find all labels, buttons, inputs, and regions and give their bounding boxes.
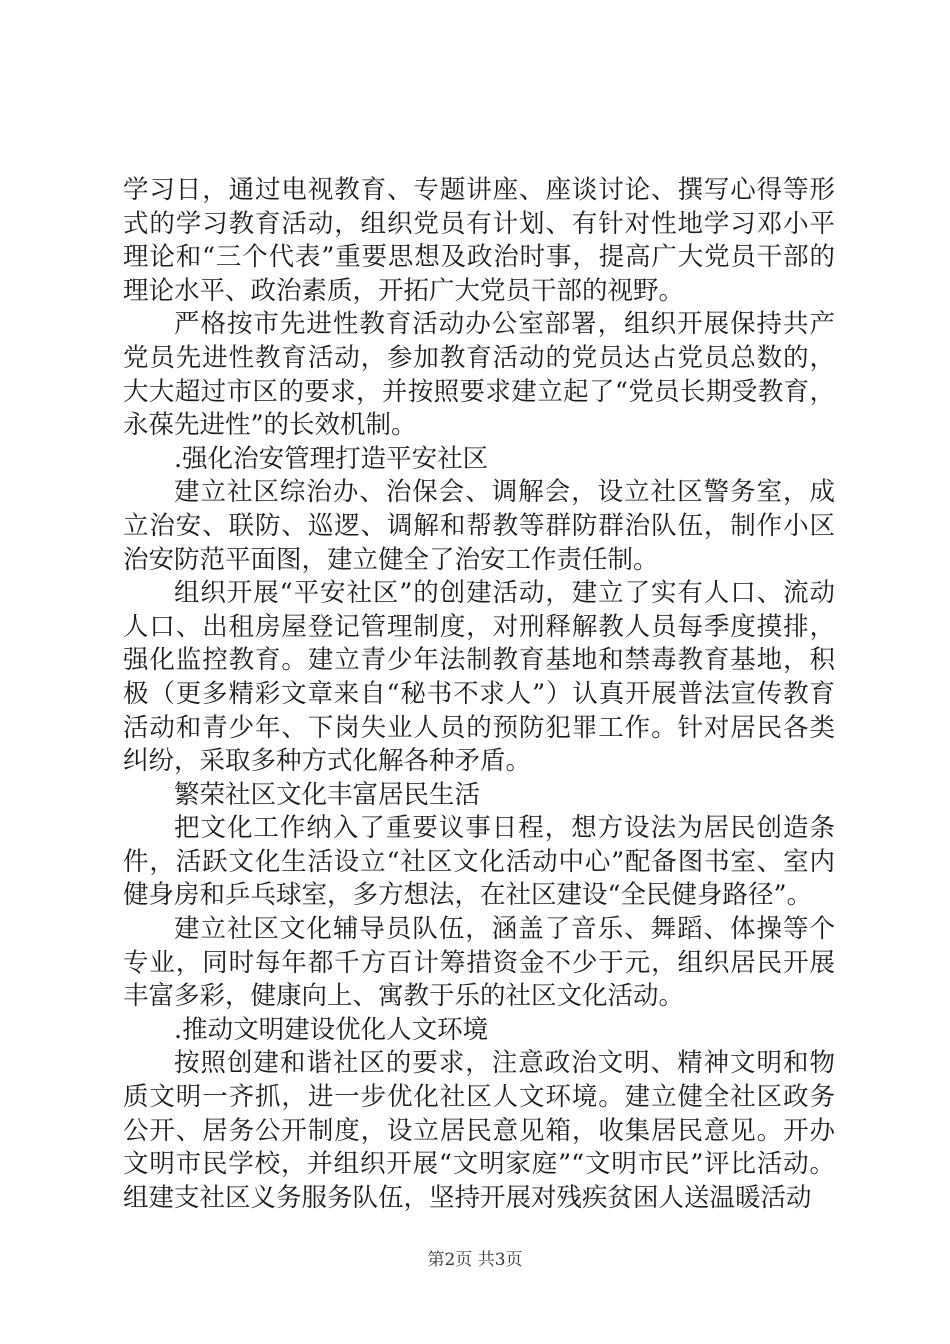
- section-heading-civilization: .推动文明建设优化人文环境: [174, 1014, 489, 1045]
- page-indicator: 第2页 共3页: [427, 1250, 523, 1270]
- paragraph-4: 组织开展“平安社区”的创建活动，建立了实有人口、流动人口、出租房屋登记管理制度，对刑释解教人员每季度摸排，强化监控教育。建立青少年法制教育基地和禁毒教育基地，积极（更多精彩文章来自“秘书不求人”）认真开展普法宣传教育活动和青少年、下岗失业人员的预防犯罪工作。针对居民各类纠纷，采取多种方式化解各种矛盾。: [123, 578, 835, 777]
- paragraph-1: 学习日，通过电视教育、专题讲座、座谈讨论、撰写心得等形式的学习教育活动，组织党员有计划、有针对性地学习邓小平理论和“三个代表”重要思想及政治时事，提高广大党员干部的理论水平、政治素质，开拓广大党员干部的视野。: [123, 175, 835, 306]
- paragraph-7: 按照创建和谐社区的要求，注意政治文明、精神文明和物质文明一齐抓，进一步优化社区人文环境。建立健全社区政务公开、居务公开制度，设立居民意见箱，收集居民意见。开办文明市民学校，并组织开展“文明家庭”“文明市民”评比活动。组建支社区义务服务队伍，坚持开展对残疾贫困人送温暖活动: [123, 1048, 835, 1213]
- paragraph-3: 建立社区综治办、治保会、调解会，设立社区警务室，成立治安、联防、巡逻、调解和帮教等群防群治队伍，制作小区治安防范平面图，建立健全了治安工作责任制。: [123, 477, 835, 575]
- paragraph-2: 严格按市先进性教育活动办公室部署，组织开展保持共产党员先进性教育活动，参加教育活动的党员达占党员总数的，大大超过市区的要求，并按照要求建立起了“党员长期受教育，永葆先进性”的长效机制。: [123, 309, 835, 441]
- document-body: [123, 174, 835, 1215]
- section-heading-culture: 繁荣社区文化丰富居民生活: [174, 779, 481, 810]
- section-heading-security: .强化治安管理打造平安社区: [174, 443, 489, 474]
- page-footer: [0, 1245, 950, 1270]
- paragraph-5: 把文化工作纳入了重要议事日程，想方设法为居民创造条件，活跃文化生活设立“社区文化活动中心”配备图书室、室内健身房和乒乓球室，多方想法，在社区建设“全民健身路径”。: [123, 813, 835, 911]
- paragraph-6: 建立社区文化辅导员队伍，涵盖了音乐、舞蹈、体操等个专业，同时每年都千方百计筹措资金不少于元，组织居民开展丰富多彩，健康向上、寓教于乐的社区文化活动。: [123, 914, 835, 1012]
